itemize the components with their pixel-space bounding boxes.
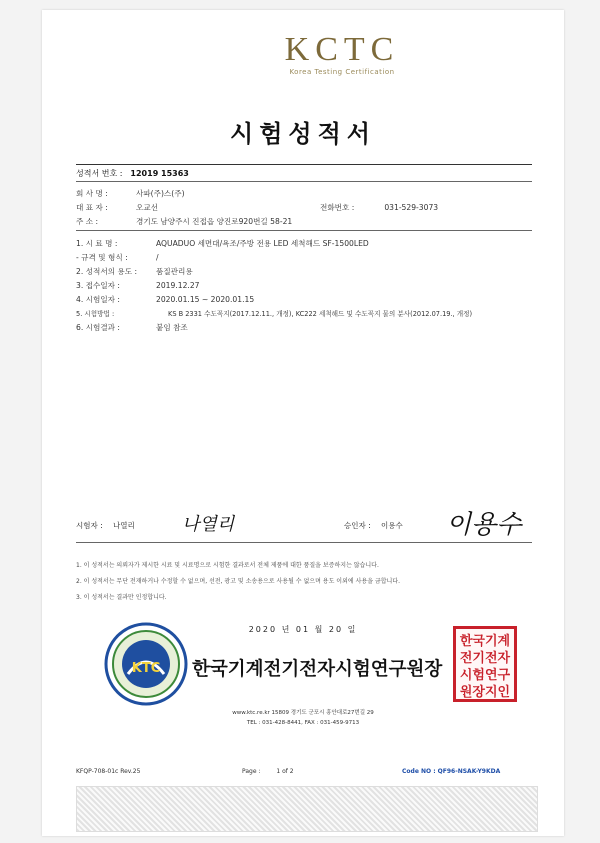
item-test-method: 5. 시험방법 : KS B 2331 수도꼭지(2017.12.11., 개정), KC222 세척해드 및 수도꼭지 물의 분사(2012.07.19., 개정) — [76, 310, 473, 318]
item-test-result: 6. 시험결과 : 붙임 참조 — [76, 323, 188, 332]
item-purpose: 2. 성적서의 용도 : 품질관리용 — [76, 267, 193, 276]
note-2: 2. 이 성적서는 무단 전재하거나 수정할 수 없으며, 선전, 광고 및 소송용으로 사용될 수 없으며 용도 이외에 사용을 금합니다. — [76, 578, 400, 585]
approver-signature: 이용수 — [446, 510, 522, 540]
document-code: Code NO : QF96-NSAK-Y9KDA — [402, 768, 501, 775]
item-sample-name: 1. 시 료 명 : AQUADUO 세면대/욕조/주방 전용 LED 세척해드 SF-1500LED — [76, 239, 369, 248]
approver: 승인자 : 이용수 — [344, 521, 403, 530]
certificate-number-label: 성적서 번호 : — [76, 169, 123, 178]
certificate-page — [42, 10, 564, 836]
item-spec: - 규격 및 형식 : / — [76, 253, 159, 262]
item-test-date: 4. 시험일자 : 2020.01.15 ~ 2020.01.15 — [76, 295, 255, 304]
institution-name: 한국기계전기전자시험연구원장 — [192, 659, 443, 680]
document-title: 시험성적서 — [230, 120, 376, 148]
svg-text:KTC: KTC — [131, 661, 161, 676]
contact-phone: TEL : 031-428-8441, FAX : 031-459-9713 — [246, 720, 360, 726]
note-3: 3. 이 성적서는 결과만 인정합니다. — [76, 594, 167, 601]
item-receipt-date: 3. 접수일자 : 2019.12.27 — [76, 281, 200, 290]
divider — [76, 542, 532, 543]
ktc-logo — [262, 32, 422, 76]
applicant-address: 주 소 : 경기도 남양주시 진접읍 양진로920번길 58-21 — [76, 217, 293, 226]
certificate-number-value: 12019 15363 — [130, 169, 189, 178]
logo-tagline: Korea Testing Certification — [289, 68, 395, 76]
page-indicator: Page : 1 of 2 — [242, 768, 294, 775]
security-pattern — [76, 786, 538, 832]
note-1: 1. 이 성적서는 의뢰자가 제시한 시료 및 시료명으로 시험한 결과로서 전체 제품에 대한 품질을 보증하지는 않습니다. — [76, 562, 379, 569]
header-rule — [76, 164, 532, 165]
issue-date: 2020 년 01 월 20 일 — [248, 625, 358, 634]
applicant-representative: 대 표 자 : 오교선 — [76, 203, 159, 212]
tester: 시험자 : 나열리 — [76, 521, 135, 530]
address: www.ktc.re.kr 15809 경기도 군포시 흥안대로27번길 29 — [232, 710, 374, 716]
certificate-number — [76, 168, 189, 179]
divider — [76, 230, 532, 231]
form-number: KFQP-708-01c Rev.25 — [76, 768, 141, 775]
tester-signature: 나열리 — [182, 514, 235, 535]
ktc-emblem-icon — [104, 622, 188, 706]
official-seal-stamp: 한국기계 전기전자 시험연구 원장지인 — [453, 626, 517, 702]
applicant-phone: 전화번호 : 031-529-3073 — [320, 203, 439, 212]
applicant-company: 회 사 명 : 사파(주)스(주) — [76, 189, 185, 198]
divider — [76, 181, 532, 182]
logo-mark: KCTC — [284, 31, 400, 68]
